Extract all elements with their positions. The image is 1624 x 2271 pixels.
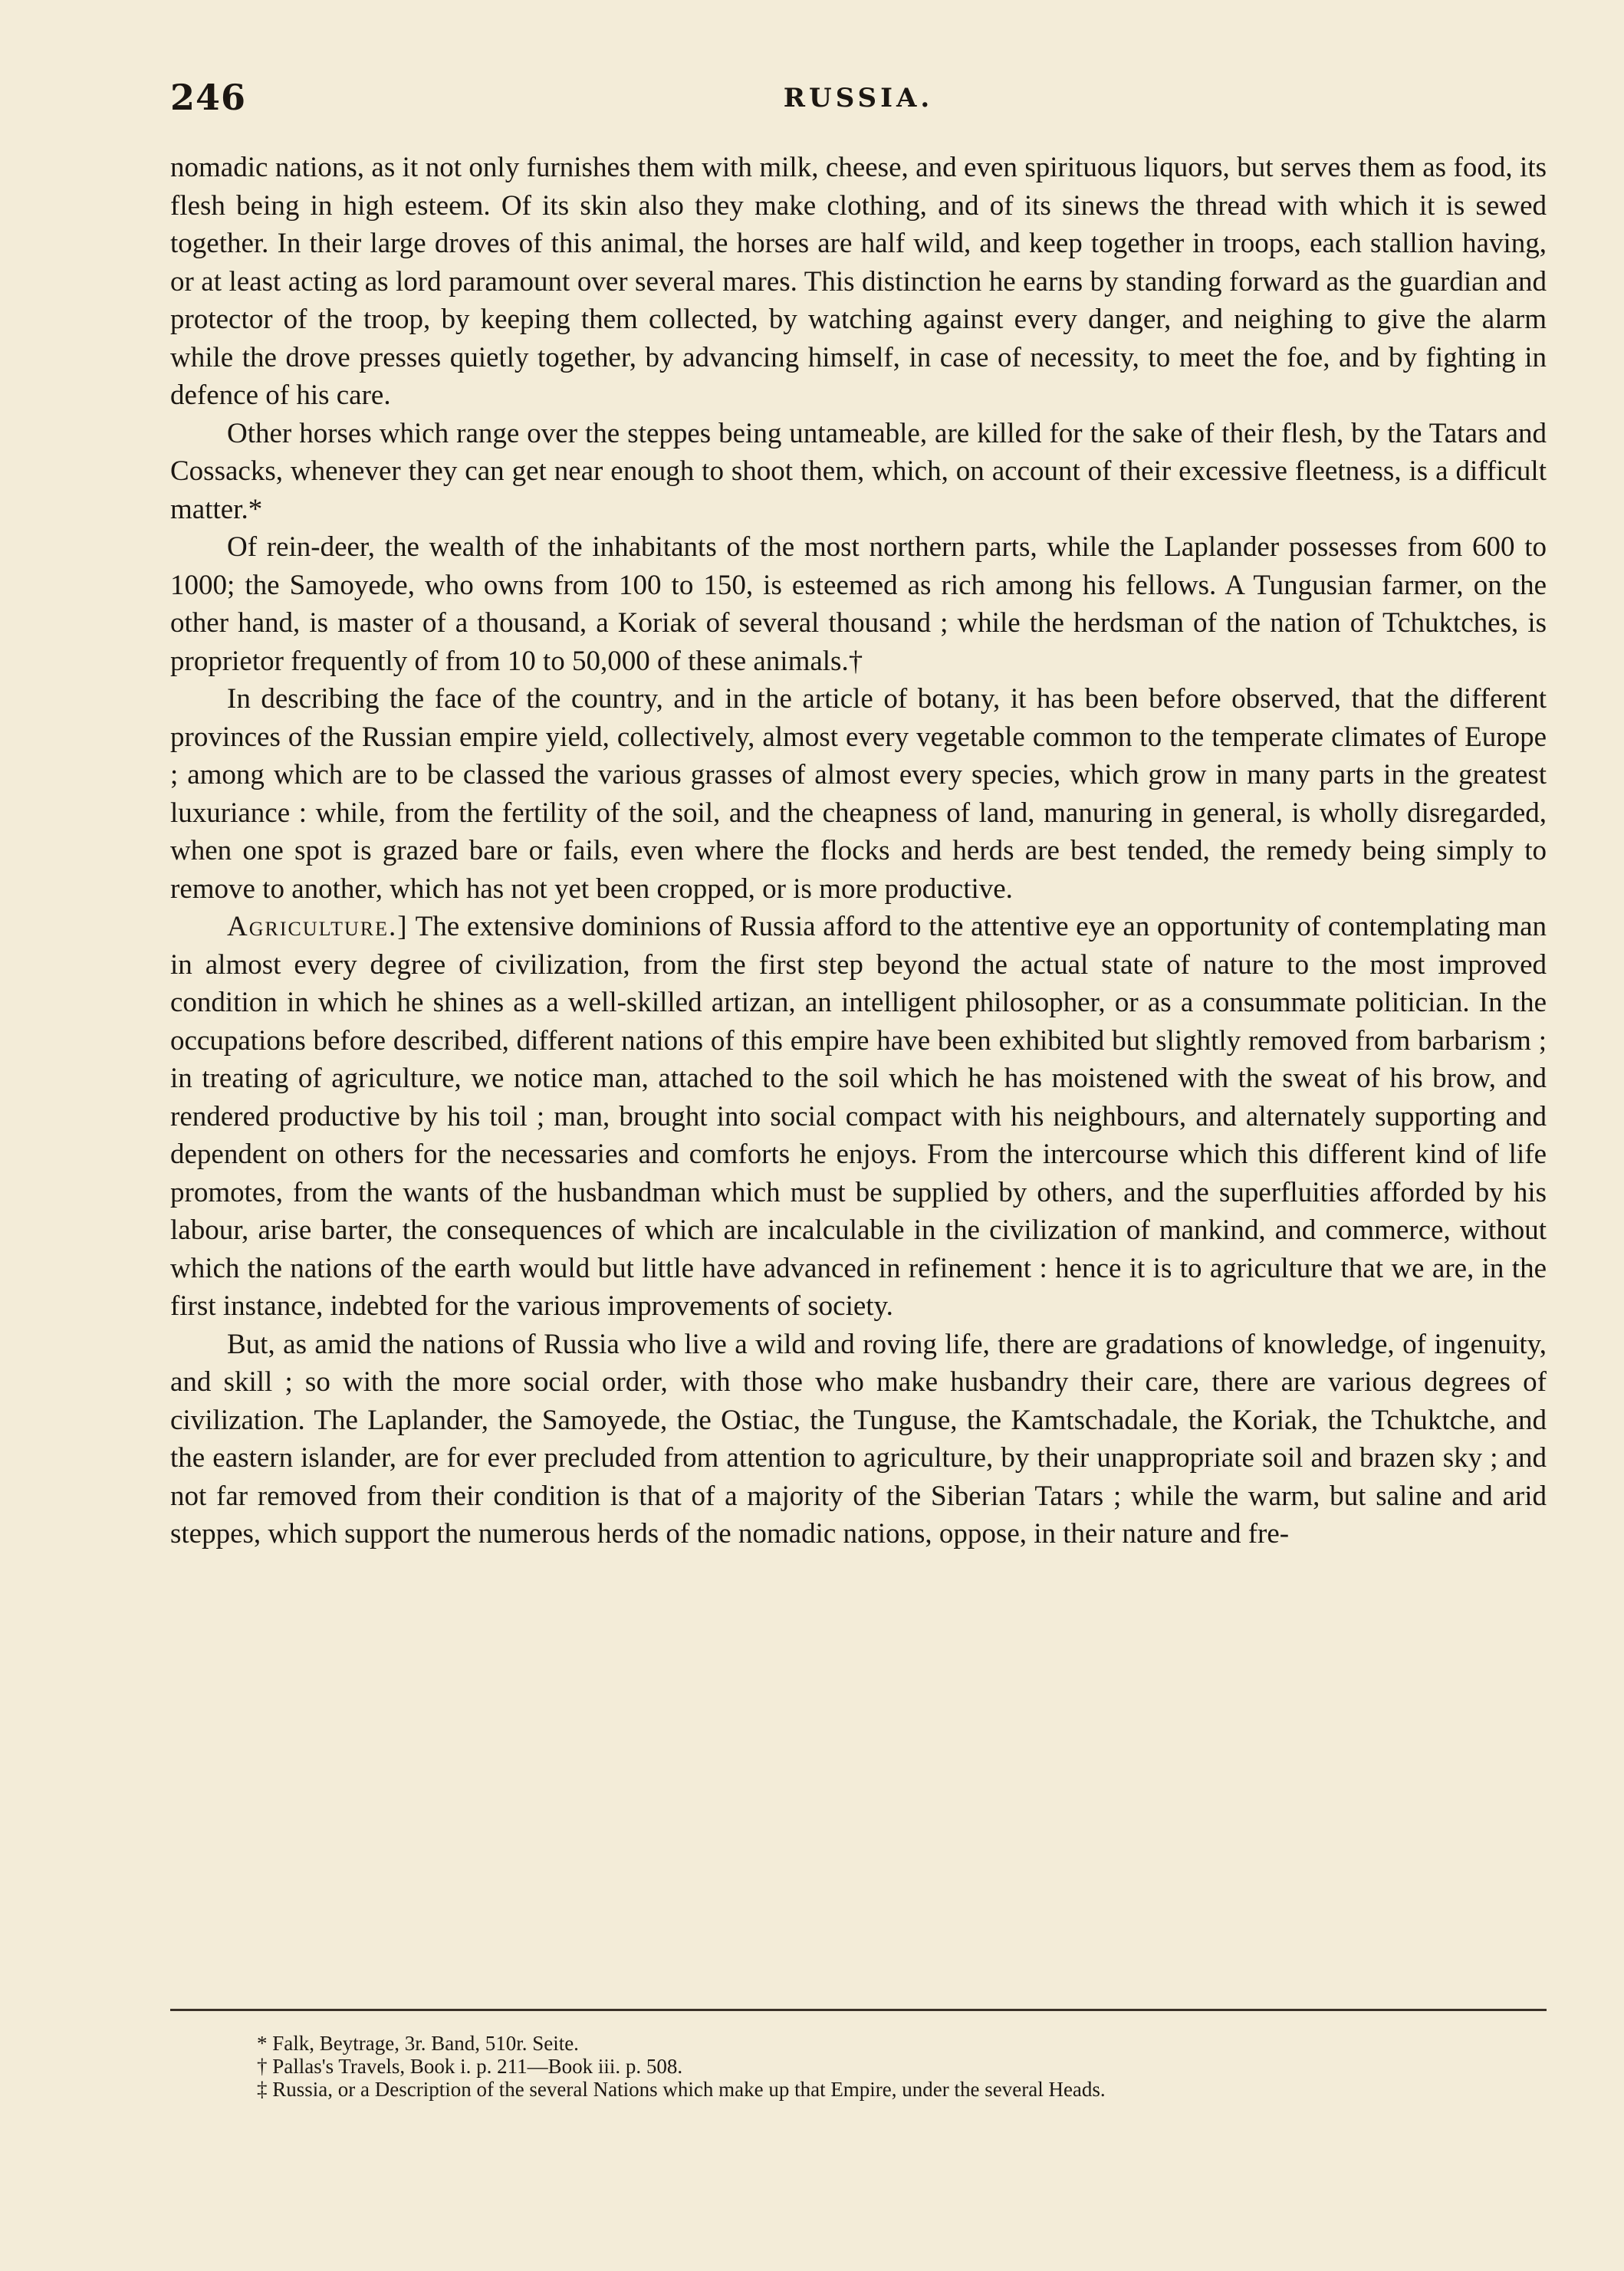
footnote: ‡ Russia, or a Description of the several Nations which make up that Empire, under the several Heads. xyxy=(257,2078,1106,2101)
paragraph-agriculture xyxy=(170,908,1547,1326)
running-head: RUSSIA. xyxy=(783,83,934,113)
footnote: † Pallas's Travels, Book i. p. 211—Book iii. p. 508. xyxy=(257,2055,683,2078)
paragraph: Other horses which range over the steppes being untameable, are killed for the sake of their flesh, by the Tatars and Cossacks, whenever they can get near enough to shoot them, which, on account of their excessive fleetness, is a difficult matter.* xyxy=(170,417,1547,525)
body-text xyxy=(170,149,1547,1553)
paragraph: nomadic nations, as it not only furnishes them with milk, cheese, and even spirituous liquors, but serves them as food, its flesh being in high esteem. Of its skin also they make clothing, and of its sinews the thread with which it is sewed together. In their large droves of this animal, the horses are half wild, and keep together in troops, each stallion having, or at least acting as lord paramount over several mares. This distinction he earns by standing forward as the guardian and protector of the troop, by keeping them collected, by watching against every danger, and neighing to give the alarm while the drove presses quietly together, by advancing himself, in case of necessity, to meet the foe, and by fighting in defence of his care. xyxy=(170,152,1547,411)
paragraph: Of rein-deer, the wealth of the inhabitants of the most northern parts, while the Laplander possesses from 600 to 1000; the Samoyede, who owns from 100 to 150, is esteemed as rich among his fellows. A Tungusian farmer, on the other hand, is master of a thousand, a Koriak of several thousand ; while the herdsman of the nation of Tchuktches, is proprietor frequently of from 10 to 50,000 of these animals.† xyxy=(170,531,1547,677)
section-heading-agriculture: Agriculture.] xyxy=(227,911,409,942)
footnote-divider xyxy=(170,2009,1547,2011)
paragraph: But, as amid the nations of Russia who live a wild and roving life, there are gradations of knowledge, of ingenuity, and skill ; so with the more social order, with those who make husbandry their care, there are various degrees of civilization. The Laplander, the Samoyede, the Ostiac, the Tunguse, the Kamtschadale, the Koriak, the Tchuktche, and the eastern islander, are for ever precluded from attention to agriculture, by their unappropriate soil and brazen sky ; and not far removed from their condition is that of a majority of the Siberian Tatars ; while the warm, but saline and arid steppes, which support the numerous herds of the nomadic nations, oppose, in their nature and fre- xyxy=(170,1328,1547,1550)
paragraph-text: The extensive dominions of Russia afford to the attentive eye an opportunity of contemplating man in almost every degree of civilization, from the first step beyond the actual state of nature to the most improved condition in which he shines as a well-skilled artizan, an intelligent philosopher, or as a consummate politician. In the occupations before described, different nations of this empire have been exhibited but slightly removed from barbarism ; in treating of agriculture, we notice man, attached to the soil which he has moistened with the sweat of his brow, and rendered productive by his toil ; man, brought into social compact with his neighbours, and alternately supporting and dependent on others for the necessaries and comforts he enjoys. From the intercourse which this different kind of life promotes, from the wants of the husbandman which must be supplied by others, and the superfluities afforded by his labour, arise barter, the consequences of which are incalculable in the civilization of mankind, and commerce, without which the nations of the earth would but little have advanced in refinement : hence it is to agriculture that we are, in the first instance, indebted for the various improvements of society. xyxy=(170,911,1547,1322)
page-header xyxy=(170,77,1547,123)
paragraph: In describing the face of the country, and in the article of botany, it has been before observed, that the different provinces of the Russian empire yield, collectively, almost every vegetable common to the temperate climates of Europe ; among which are to be classed the various grasses of almost every species, which grow in many parts in the greatest luxuriance : while, from the fertility of the soil, and the cheapness of land, manuring in general, is wholly disregarded, when one spot is grazed bare or fails, even where the flocks and herds are best tended, the remedy being simply to remove to another, which has not yet been cropped, or is more productive. xyxy=(170,683,1547,905)
footnotes xyxy=(257,2032,1530,2101)
page-number: 246 xyxy=(170,77,247,118)
footnote: * Falk, Beytrage, 3r. Band, 510r. Seite. xyxy=(257,2032,579,2055)
